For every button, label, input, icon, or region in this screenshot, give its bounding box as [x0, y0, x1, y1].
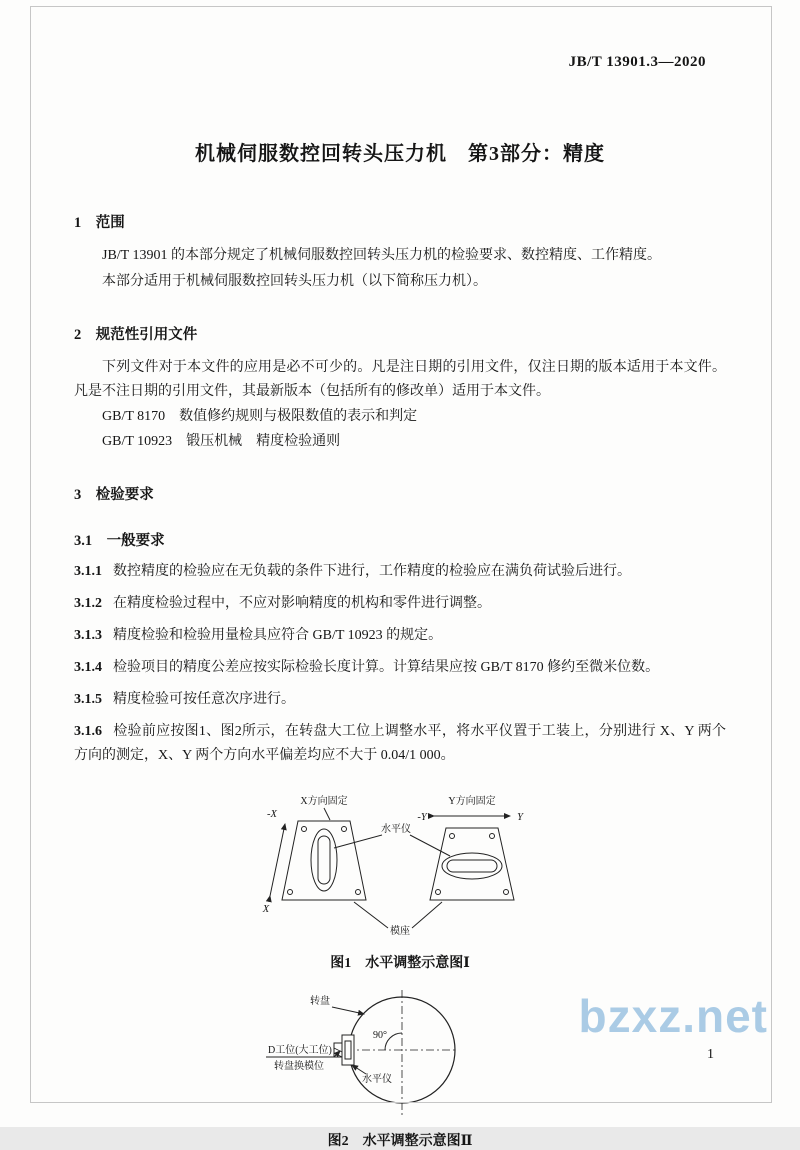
label-station-d: D工位(大工位) — [268, 1045, 332, 1056]
clause-text: 检验项目的精度公差应按实际检验长度计算。计算结果应按 GB/T 8170 修约至微米位数。 — [113, 660, 660, 675]
station-block — [342, 1035, 354, 1065]
clause-3-1-1 — [74, 560, 726, 584]
axis-label-y: Y — [517, 812, 523, 823]
label-spirit-level: 水平仪 — [381, 824, 411, 835]
figure-2 — [74, 988, 726, 1150]
clause-number: 3.1.4 — [74, 660, 102, 675]
angle-arc — [385, 1033, 402, 1050]
die-slot-left — [311, 829, 337, 891]
spirit-level-horizontal — [447, 860, 497, 872]
hatch-line — [334, 1048, 342, 1052]
clause-text: 精度检验和检验用量检具应符合 GB/T 10923 的规定。 — [113, 628, 443, 643]
clause-text: 数控精度的检验应在无负载的条件下进行，工作精度的检验应在满负荷试验后进行。 — [113, 564, 631, 579]
references-paragraph: 下列文件对于本文件的应用是必不可少的。凡是注日期的引用文件，仅注日期的版本适用于本文件。凡是不注日期的引用文件，其最新版本（包括所有的修改单）适用于本文件。 — [74, 360, 726, 399]
scope-paragraph-2: 本部分适用于机械伺服数控回转头压力机（以下简称压力机）。 — [102, 274, 487, 289]
subsection-heading-general: 3.1 一般要求 — [74, 533, 165, 549]
clause-3-1-3 — [74, 624, 726, 648]
axis-label-neg-x: -X — [267, 809, 277, 820]
x-axis-arrow — [270, 824, 285, 896]
clause-number: 3.1.5 — [74, 692, 102, 707]
section-heading-inspection: 3 检验要求 — [74, 487, 154, 503]
die-base-left — [282, 821, 366, 900]
leader-line — [334, 1051, 340, 1057]
clause-number: 3.1.2 — [74, 596, 102, 611]
label-die-change-station: 转盘换模位 — [274, 1061, 324, 1072]
bolt-hole-icon — [302, 827, 307, 832]
label-spirit-level: 水平仪 — [362, 1074, 392, 1085]
section-heading-references: 2 规范性引用文件 — [74, 327, 198, 343]
page-number: 1 — [707, 1047, 714, 1062]
leader-line — [412, 902, 442, 928]
clause-text: 在精度检验过程中，不应对影响精度的机构和零件进行调整。 — [113, 596, 491, 611]
clause-number: 3.1.6 — [74, 724, 102, 739]
leader-line — [354, 902, 388, 928]
section-heading-scope: 1 范围 — [74, 215, 125, 231]
label-y-direction-fixed: Y方向固定 — [448, 796, 496, 807]
bolt-hole-icon — [288, 890, 293, 895]
bolt-hole-icon — [450, 834, 455, 839]
axis-label-neg-y: -Y — [417, 812, 427, 823]
clause-text: 精度检验可按任意次序进行。 — [113, 692, 295, 707]
clause-3-1-6 — [74, 720, 726, 768]
bolt-hole-icon — [504, 890, 509, 895]
leader-line — [324, 808, 330, 820]
document-title: 机械伺服数控回转头压力机 第3部分：精度 — [195, 143, 605, 165]
label-x-direction-fixed: X方向固定 — [300, 796, 348, 807]
level-adjustment-diagram-1 — [250, 790, 550, 942]
clause-number: 3.1.3 — [74, 628, 102, 643]
clause-number: 3.1.1 — [74, 564, 102, 579]
reference-item-gbt10923: GB/T 10923 锻压机械 精度检验通则 — [102, 434, 341, 449]
figure-1-caption: 图1 水平调整示意图Ⅰ — [330, 956, 470, 971]
level-adjustment-diagram-2 — [250, 988, 550, 1120]
die-slot-right — [442, 853, 502, 879]
clause-3-1-5 — [74, 688, 726, 712]
scope-paragraph-1: JB/T 13901 的本部分规定了机械伺服数控回转头压力机的检验要求、数控精度、工作精度。 — [102, 248, 661, 263]
standard-code: JB/T 13901.3—2020 — [568, 54, 706, 70]
watermark: bzxz.net — [578, 990, 768, 1042]
leader-line — [334, 835, 382, 848]
bolt-hole-icon — [436, 890, 441, 895]
label-die-base: 模座 — [390, 926, 410, 937]
bolt-hole-icon — [490, 834, 495, 839]
bolt-hole-icon — [342, 827, 347, 832]
bolt-hole-icon — [356, 890, 361, 895]
clause-3-1-2 — [74, 592, 726, 616]
clause-3-1-4 — [74, 656, 726, 680]
angle-label: 90° — [373, 1030, 387, 1041]
reference-item-gbt8170: GB/T 8170 数值修约规则与极限数值的表示和判定 — [102, 409, 418, 424]
figure-1 — [74, 790, 726, 972]
axis-label-x: X — [262, 904, 270, 915]
figure-2-caption: 图2 水平调整示意图Ⅱ — [327, 1134, 473, 1149]
clause-text: 检验前应按图1、图2所示，在转盘大工位上调整水平，将水平仪置于工装上，分别进行 X、Y 两个方向的测定，X、Y 两个方向水平偏差均应不大于 0.04/1 000。 — [74, 724, 726, 763]
spirit-level-vertical — [318, 836, 330, 884]
leader-line — [332, 1007, 364, 1014]
label-turntable: 转盘 — [310, 996, 330, 1007]
